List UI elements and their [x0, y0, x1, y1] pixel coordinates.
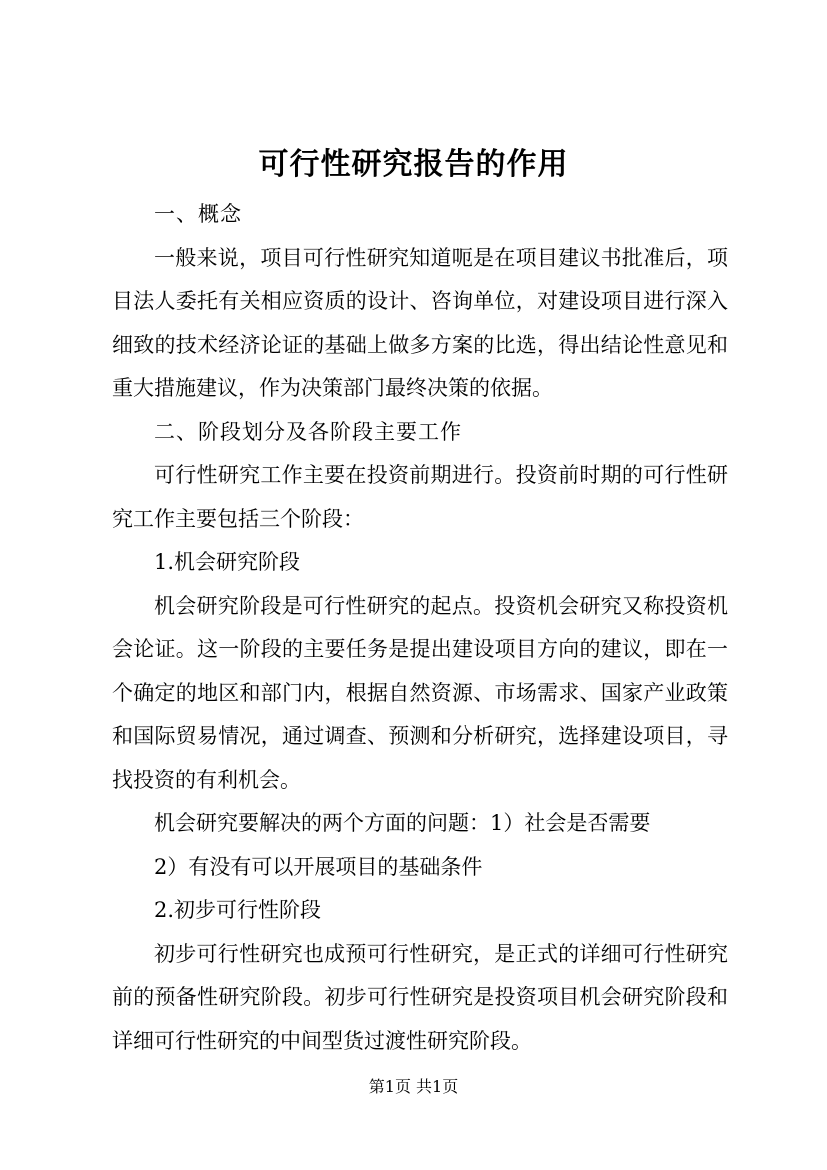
page-footer: 第1页 共1页	[368, 1077, 459, 1096]
subheading-preliminary-feasibility: 2.初步可行性阶段	[154, 898, 322, 922]
section-heading-concept: 一、概念	[154, 202, 242, 226]
paragraph-opportunity-questions: 机会研究要解决的两个方面的问题：1）社会是否需要	[154, 811, 651, 835]
paragraph-basic-conditions: 2）有没有可以开展项目的基础条件	[154, 854, 483, 879]
paragraph-stages-intro: 可行性研究工作主要在投资前期进行。投资前时期的可行性研究工作主要包括三个阶段：	[112, 463, 728, 531]
document-title: 可行性研究报告的作用	[258, 147, 569, 182]
paragraph-preliminary-feasibility: 初步可行性研究也成预可行性研究，是正式的详细可行性研究前的预备性研究阶段。初步可行性研究是投资项目机会研究阶段和详细可行性研究的中间型货过渡性研究阶段。	[112, 941, 728, 1053]
section-heading-stages: 二、阶段划分及各阶段主要工作	[154, 419, 462, 444]
paragraph-opportunity-study: 机会研究阶段是可行性研究的起点。投资机会研究又称投资机会论证。这一阶段的主要任务是提出建设项目方向的建议，即在一个确定的地区和部门内，根据自然资源、市场需求、国家产业政策和国际贸易情况，通过调查、预测和分析研究，选择建设项目，寻找投资的有利机会。	[112, 593, 728, 792]
subheading-opportunity-study: 1.机会研究阶段	[154, 550, 301, 574]
paragraph-concept-definition: 一般来说，项目可行性研究知道呃是在项目建议书批准后，项目法人委托有关相应资质的设计、咨询单位，对建设项目进行深入细致的技术经济论证的基础上做多方案的比选，得出结论性意见和重大措施建议，作为决策部门最终决策的依据。	[112, 245, 728, 400]
document-body	[112, 193, 728, 1063]
